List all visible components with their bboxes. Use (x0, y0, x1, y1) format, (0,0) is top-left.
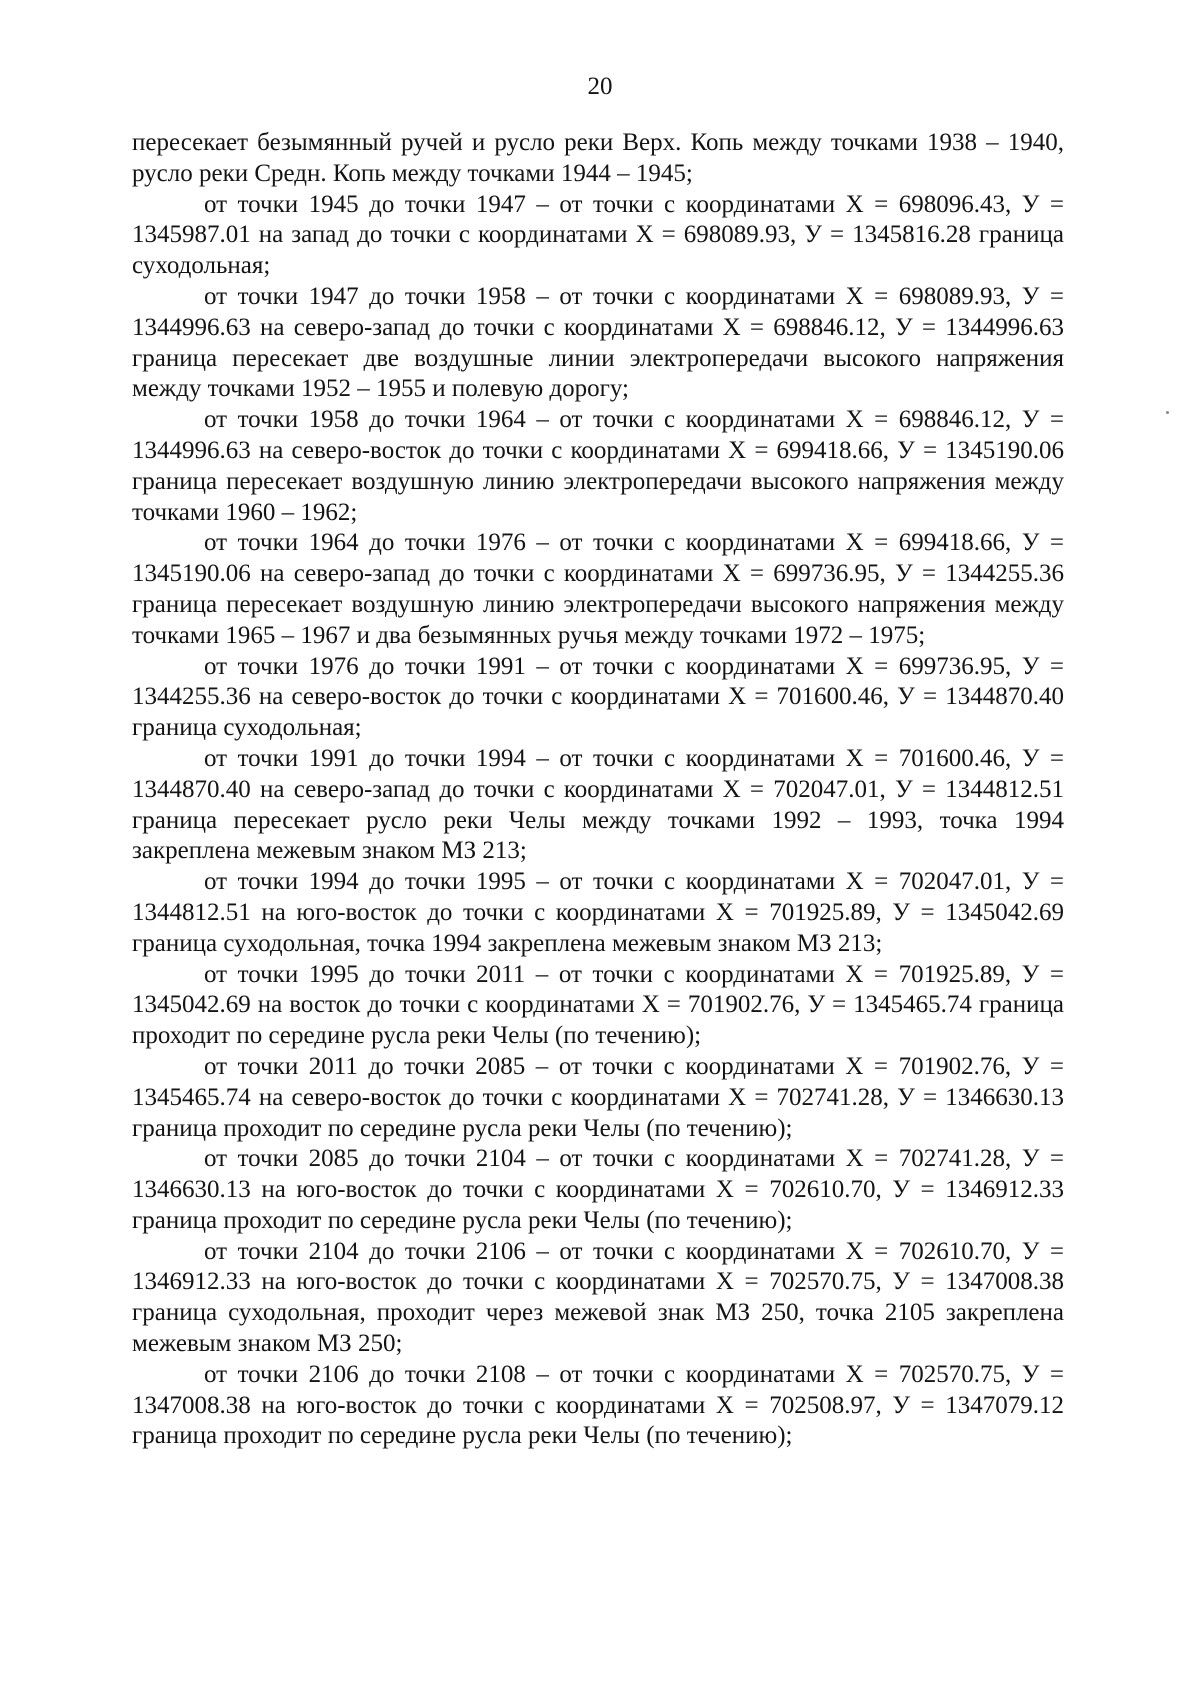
paragraph-segment-1947-1958: от точки 1947 до точки 1958 – от точки с координатами Х = 698089.93, У = 1344996.63 на северо-запад до точки с координатами Х = 698846.12, У = 1344996.63 граница пересекает две воздушные линии электропередачи высокого напряжения между точками 1952 – 1955 и полевую дорогу; (132, 282, 1064, 403)
paragraph-segment-2085-2104: от точки 2085 до точки 2104 – от точки с координатами Х = 702741.28, У = 1346630.13 на юго-восток до точки с координатами Х = 702610.70, У = 1346912.33 граница проходит по середине русла реки Челы (по течению); (132, 1145, 1064, 1234)
paragraph-segment-1976-1991: от точки 1976 до точки 1991 – от точки с координатами Х = 699736.95, У = 1344255.36 на северо-восток до точки с координатами Х = 701600.46, У = 1344870.40 граница суходольная; (132, 652, 1064, 742)
paragraph-segment-1964-1976: от точки 1964 до точки 1976 – от точки с координатами Х = 699418.66, У = 1345190.06 на северо-запад до точки с координатами Х = 699736.95, У = 1344255.36 граница пересекает воздушную линию электропередачи высокого напряжения между точками 1965 – 1967 и два безымянных ручья между точками 1972 – 1975; (132, 529, 1064, 649)
paragraph-segment-1994-1995: от точки 1994 до точки 1995 – от точки с координатами Х = 702047.01, У = 1344812.51 на юго-восток до точки с координатами Х = 701925.89, У = 1345042.69 граница суходольная, точка 1994 закреплена межевым знаком МЗ 213; (132, 868, 1064, 957)
page-number: 20 (587, 73, 613, 100)
paragraph-segment-1945-1947: от точки 1945 до точки 1947 – от точки с координатами Х = 698096.43, У = 1345987.01 на запад до точки с координатами Х = 698089.93, У = 1345816.28 граница суходольная; (132, 190, 1064, 280)
paragraph-segment-1958-1964: от точки 1958 до точки 1964 – от точки с координатами Х = 698846.12, У = 1344996.63 на северо-восток до точки с координатами Х = 699418.66, У = 1345190.06 граница пересекает воздушную линию электропередачи высокого напряжения между точками 1960 – 1962; (132, 406, 1064, 526)
paragraph-segment-2104-2106: от точки 2104 до точки 2106 – от точки с координатами Х = 702610.70, У = 1346912.33 на юго-восток до точки с координатами Х = 702570.75, У = 1347008.38 граница суходольная, проходит через межевой знак МЗ 250, точка 2105 закреплена межевым знаком МЗ 250; (132, 1237, 1064, 1358)
scan-speck (1166, 411, 1169, 414)
paragraph-segment-1995-2011: от точки 1995 до точки 2011 – от точки с координатами Х = 701925.89, У = 1345042.69 на восток до точки с координатами Х = 701902.76, У = 1345465.74 граница проходит по середине русла реки Челы (по течению); (132, 960, 1064, 1050)
document-body (132, 128, 1064, 1452)
paragraph-segment-1991-1994: от точки 1991 до точки 1994 – от точки с координатами Х = 701600.46, У = 1344870.40 на северо-запад до точки с координатами Х = 702047.01, У = 1344812.51 граница пересекает русло реки Челы между точками 1992 – 1993, точка 1994 закреплена межевым знаком МЗ 213; (132, 744, 1064, 865)
paragraph-continuation: пересекает безымянный ручей и русло реки Верх. Копь между точками 1938 – 1940, русло реки Средн. Копь между точками 1944 – 1945; (132, 129, 1064, 187)
paragraph-segment-2106-2108: от точки 2106 до точки 2108 – от точки с координатами Х = 702570.75, У = 1347008.38 на юго-восток до точки с координатами Х = 702508.97, У = 1347079.12 граница проходит по середине русла реки Челы (по течению); (132, 1360, 1064, 1450)
paragraph-segment-2011-2085: от точки 2011 до точки 2085 – от точки с координатами Х = 701902.76, У = 1345465.74 на северо-восток до точки с координатами Х = 702741.28, У = 1346630.13 граница проходит по середине русла реки Челы (по течению); (132, 1052, 1064, 1142)
